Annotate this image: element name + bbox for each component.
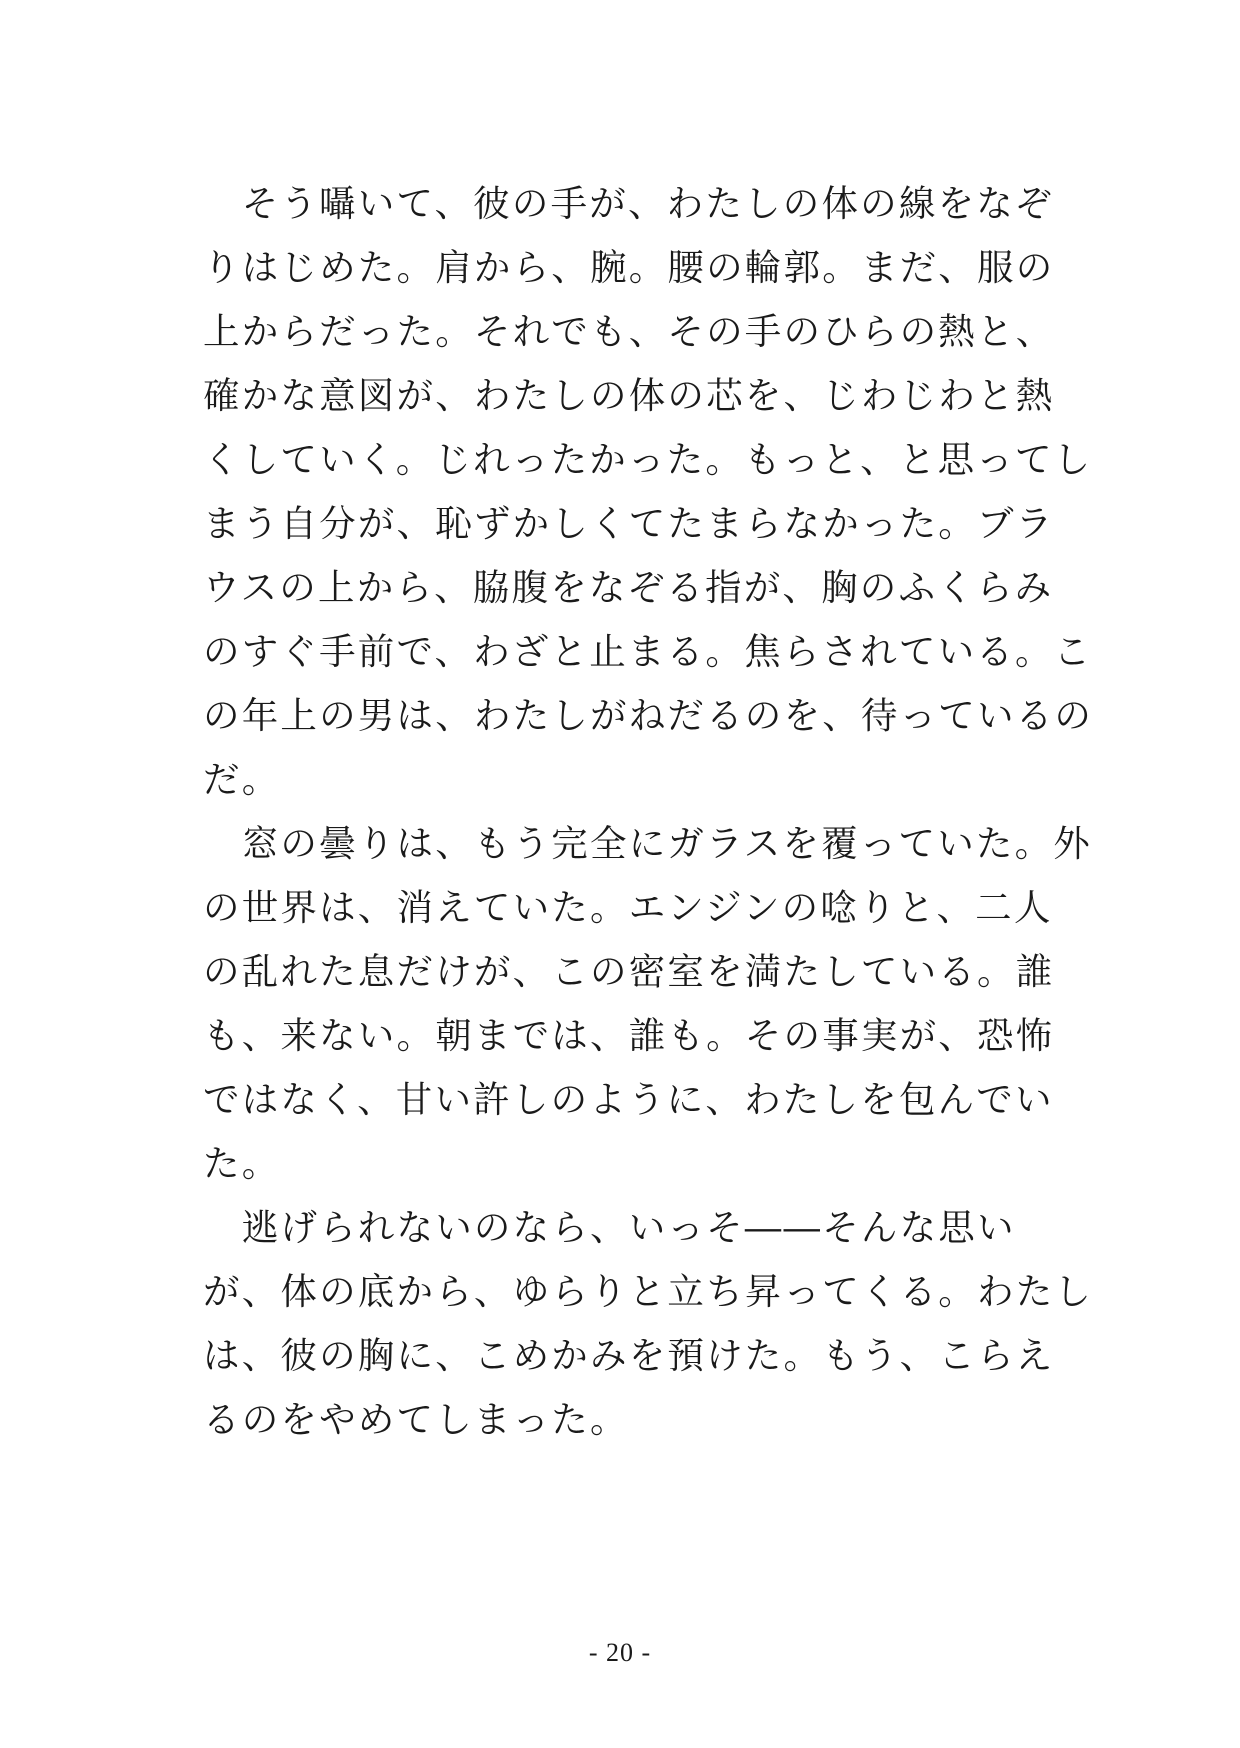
body-text xyxy=(203,172,1094,1452)
text-line: た。 xyxy=(203,1142,281,1185)
page-number: - 20 - xyxy=(588,1638,652,1667)
text-line: は、彼の胸に、こめかみを預けた。もう、こらえ xyxy=(203,1334,1055,1377)
text-line: ウスの上から、脇腹をなぞる指が、胸のふくらみ xyxy=(203,566,1054,609)
text-line: だ。 xyxy=(203,758,281,801)
text-line: 確かな意図が、わたしの体の芯を、じわじわと熱 xyxy=(203,374,1055,417)
text-line: るのをやめてしまった。 xyxy=(203,1398,629,1441)
text-line: くしていく。じれったかった。もっと、と思ってし xyxy=(203,438,1093,481)
text-line: の乱れた息だけが、この密室を満たしている。誰 xyxy=(203,950,1055,993)
text-line: の世界は、消えていた。エンジンの唸りと、二人 xyxy=(203,886,1053,929)
paragraph-2 xyxy=(203,812,1093,1196)
text-line: 窓の曇りは、もう完全にガラスを覆っていた。外 xyxy=(203,822,1093,865)
text-line: の年上の男は、わたしがねだるのを、待っているの xyxy=(203,694,1094,737)
text-line: 上からだった。それでも、その手のひらの熱と、 xyxy=(203,310,1055,353)
text-line: ではなく、甘い許しのように、わたしを包んでい xyxy=(203,1078,1054,1121)
text-line: が、体の底から、ゆらりと立ち昇ってくる。わたし xyxy=(203,1270,1094,1313)
text-line: りはじめた。肩から、腕。腰の輪郭。まだ、服の xyxy=(203,246,1055,289)
text-line: も、来ない。朝までは、誰も。その事実が、恐怖 xyxy=(203,1014,1055,1057)
text-line: 逃げられないのなら、いっそ――そんな思い xyxy=(203,1206,1016,1249)
paragraph-1 xyxy=(203,172,1094,812)
text-line: のすぐ手前で、わざと止まる。焦らされている。こ xyxy=(203,630,1093,673)
text-line: そう囁いて、彼の手が、わたしの体の線をなぞ xyxy=(203,182,1054,225)
text-line: まう自分が、恥ずかしくてたまらなかった。ブラ xyxy=(203,502,1055,545)
paragraph-3 xyxy=(203,1196,1094,1452)
